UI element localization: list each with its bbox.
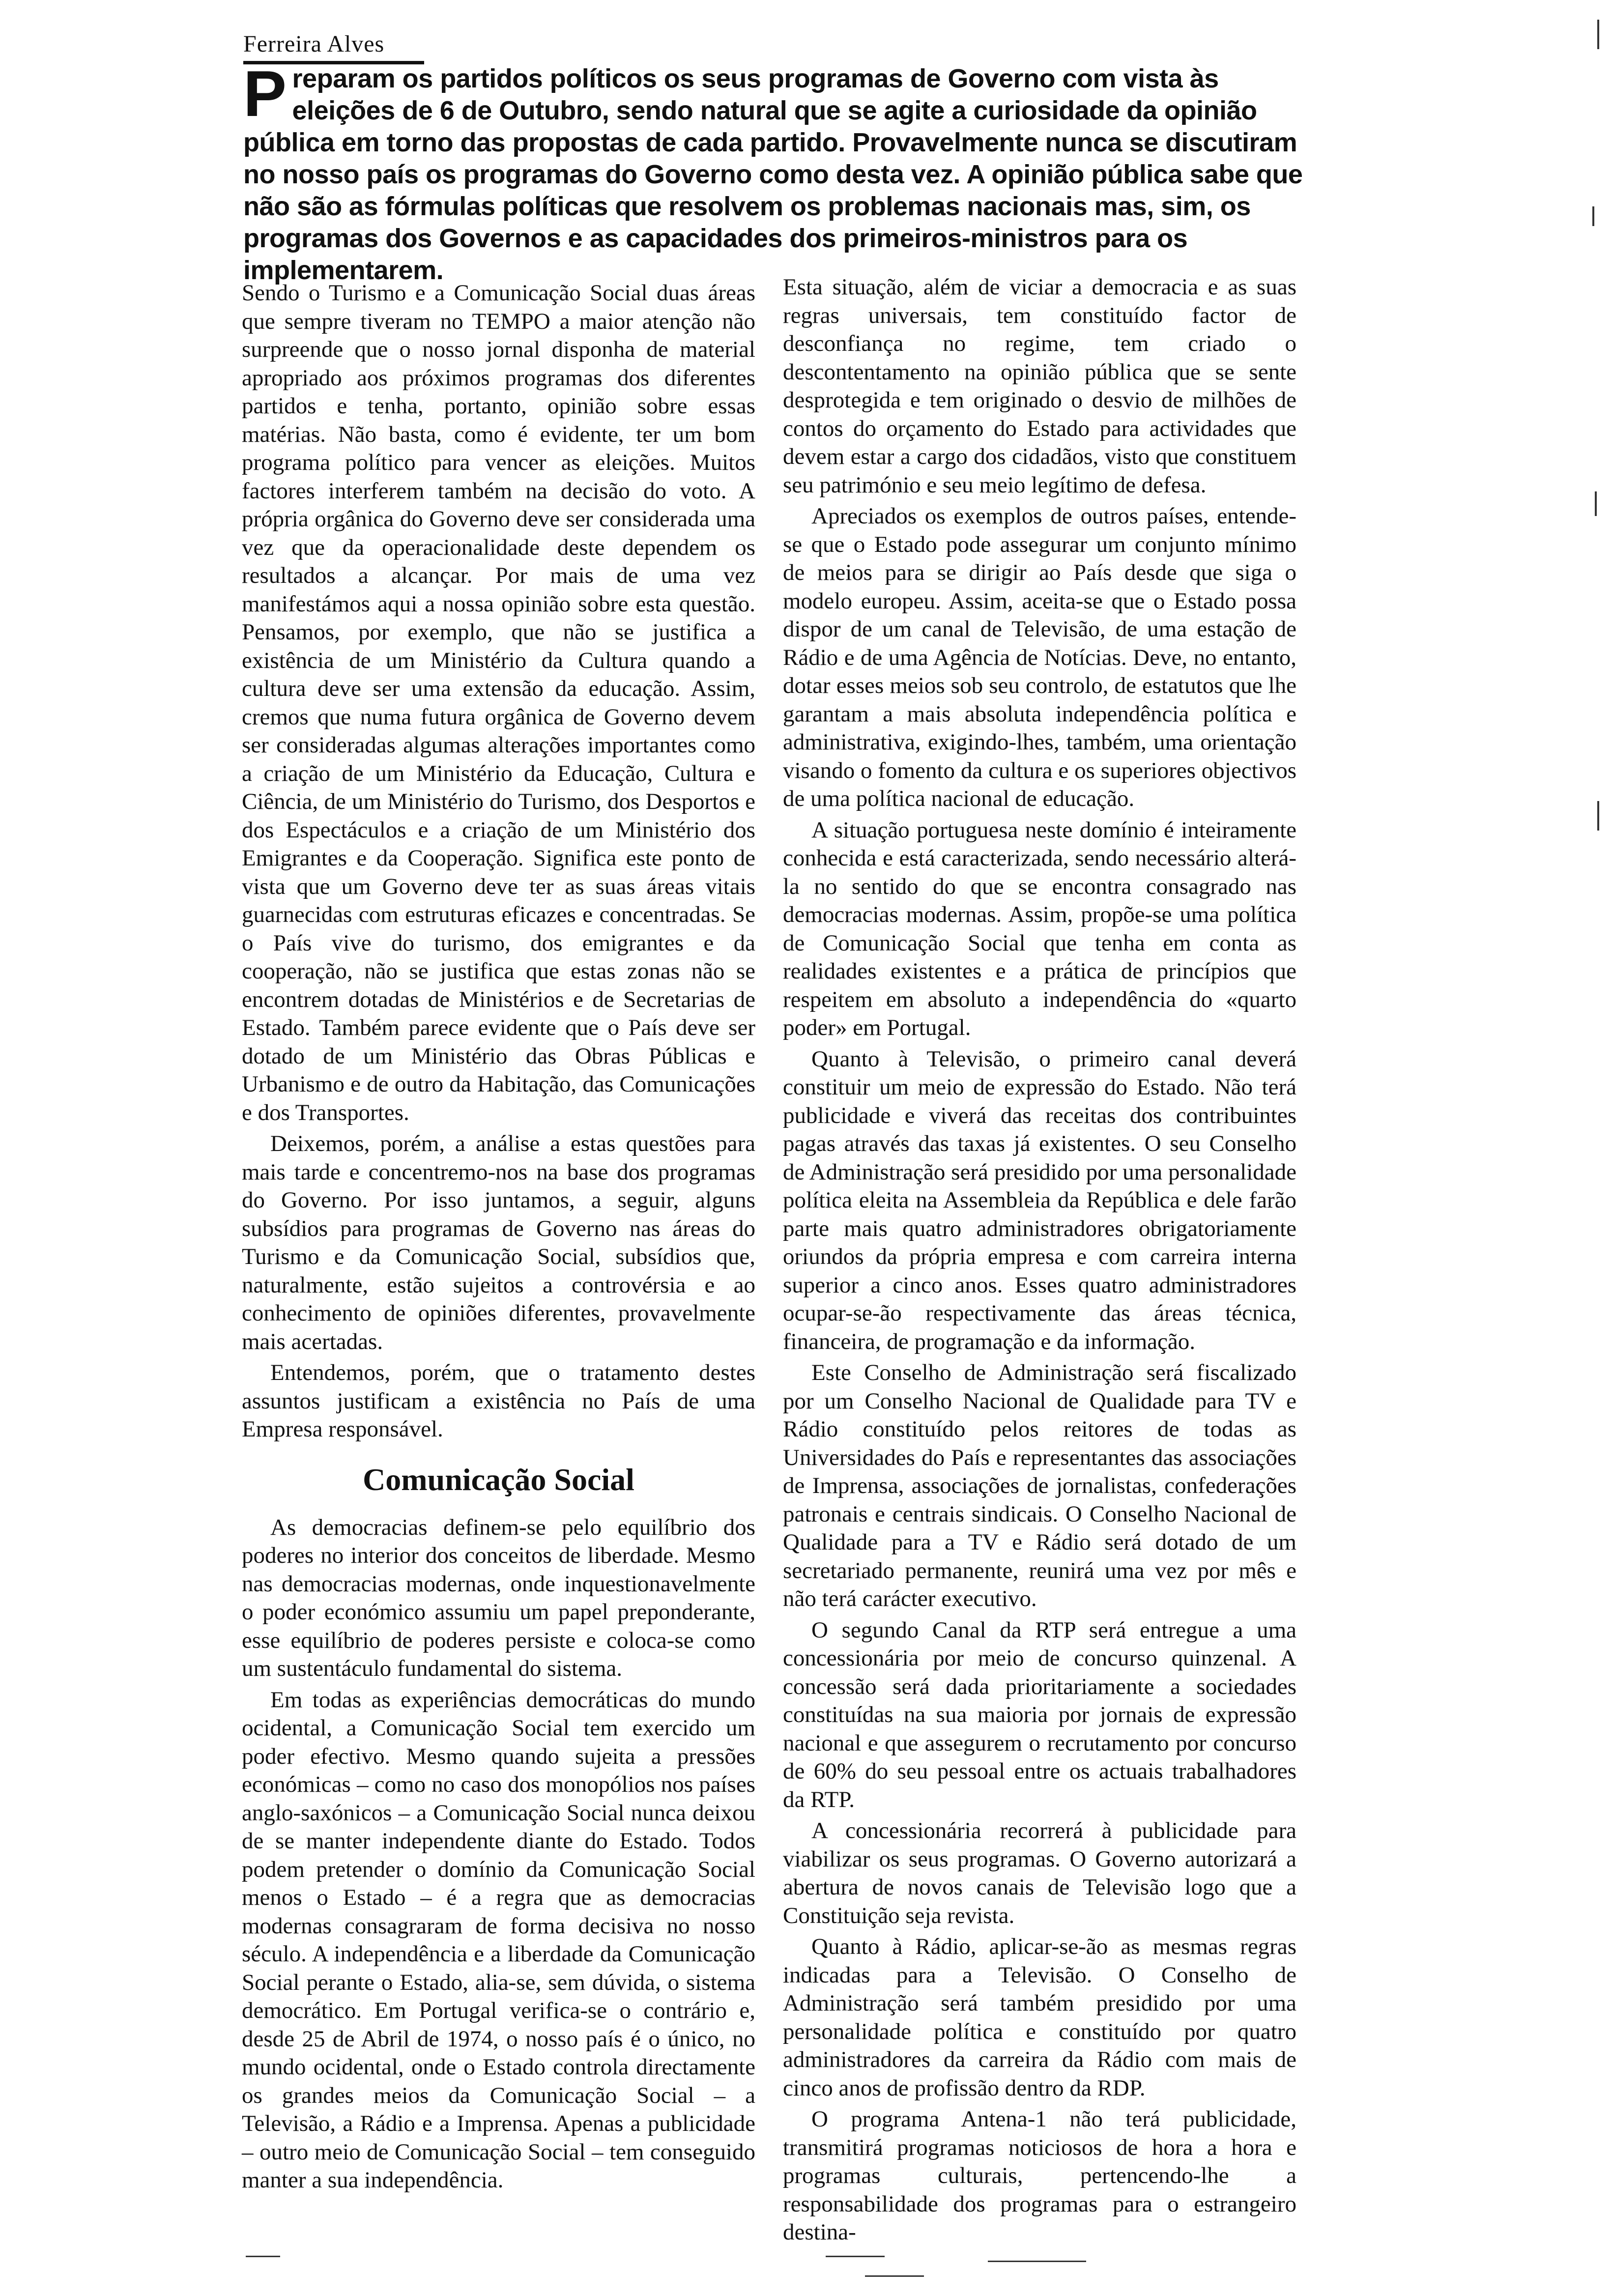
right-column	[783, 273, 1296, 2250]
section-heading: Comunicação Social	[363, 1462, 634, 1497]
scan-artifact	[246, 2256, 280, 2257]
paragraph: Quanto à Televisão, o primeiro canal deverá constituir um meio de expressão do Estado. Não terá publicidade e viverá das receitas dos contribuintes pagas através das taxas já existentes. O seu Conselho de Administração será presidido por uma personalidade política eleita na Assembleia da República e dele farão parte mais quatro administradores obrigatoriamente oriundos da própria empresa e com carreira interna superior a cinco anos. Esses quatro administradores ocupar-se-ão respectivamente das áreas técnica, financeira, de programação e da informação.	[783, 1046, 1296, 1354]
paragraph: Este Conselho de Administração será fiscalizado por um Conselho Nacional de Qualidade para TV e Rádio constituído pelos reitores de todas as Universidades do País e representantes das associações de Imprensa, associações de jornalistas, confederações patronais e centrais sindicais. O Conselho Nacional de Qualidade para a TV e Rádio será dotado de um secretariado permanente, reunirá uma vez por mês e não terá carácter executivo.	[783, 1360, 1296, 1611]
scan-artifact	[1597, 801, 1599, 831]
left-column	[242, 279, 755, 2198]
author-byline: Ferreira Alves	[243, 31, 385, 57]
drop-cap: P	[243, 57, 287, 130]
paragraph: A situação portuguesa neste domínio é inteiramente conhecida e está caracterizada, sendo necessário alterá-la no sentido do que se encontra consagrado nas democracias modernas. Assim, propõe-se uma política de Comunicação Social que tenha em conta as realidades existentes e a prática de princípios que respeitem em absoluto a independência do «quarto poder» em Portugal.	[783, 817, 1296, 1040]
scan-artifact	[1595, 491, 1597, 516]
paragraph: Quanto à Rádio, aplicar-se-ão as mesmas regras indicadas para a Televisão. O Conselho de Administração será também presidido por uma personalidade política e constituído por quatro administradores da carreira da Rádio com mais de cinco anos de profissão dentro da RDP.	[783, 1934, 1296, 2101]
article-lead	[243, 57, 1310, 287]
scan-artifact	[826, 2256, 885, 2257]
scan-artifact	[988, 2261, 1086, 2262]
paragraph: Entendemos, porém, que o tratamento destes assuntos justificam a existência no País de uma Empresa responsável.	[242, 1360, 755, 1442]
paragraph: Em todas as experiências democráticas do mundo ocidental, a Comunicação Social tem exercido um poder efectivo. Mesmo quando sujeita a pressões económicas – como no caso dos monopólios nos países anglo-saxónicos – a Comunicação Social nunca deixou de se manter independente diante do Estado. Todos podem pretender o domínio da Comunicação Social menos o Estado – é a regra que as democracias modernas consagraram de forma decisiva no nosso século. A independência e a liberdade da Comunicação Social perante o Estado, alia-se, sem dúvida, o sistema democrático. Em Portugal verifica-se o contrário e, desde 25 de Abril de 1974, o nosso país é o único, no mundo ocidental, onde o Estado controla directamente os grandes meios da Comunicação Social – a Televisão, a Rádio e a Imprensa. Apenas a publicidade – outro meio de Comunicação Social – tem conseguido manter a sua independência.	[242, 1687, 755, 2193]
paragraph: Deixemos, porém, a análise a estas questões para mais tarde e concentremo-nos na base dos programas do Governo. Por isso juntamos, a seguir, alguns subsídios para programas de Governo nas áreas do Turismo e da Comunicação Social, subsídios que, naturalmente, estão sujeitos a controvérsia e ao conhecimento de opiniões diferentes, provavelmente mais acertadas.	[242, 1131, 755, 1354]
scan-artifact	[1592, 206, 1594, 226]
paragraph: As democracias definem-se pelo equilíbrio dos poderes no interior dos conceitos de liberdade. Mesmo nas democracias modernas, onde inquestionavelmente o poder económico assumiu um papel preponderante, esse equilíbrio de poderes persiste e coloca-se como um sustentáculo fundamental do sistema.	[242, 1514, 755, 1681]
scan-artifact	[865, 2275, 924, 2277]
paragraph: Sendo o Turismo e a Comunicação Social duas áreas que sempre tiveram no TEMPO a maior atenção não surpreende que o nosso jornal disponha de material apropriado aos próximos programas dos diferentes partidos e tenha, portanto, opinião sobre essas matérias. Não basta, como é evidente, ter um bom programa político para vencer as eleições. Muitos factores interferem também na decisão do voto. A própria orgânica do Governo deve ser considerada uma vez que da operacionalidade deste dependem os resultados a alcançar. Por mais de uma vez manifestámos aqui a nossa opinião sobre esta questão. Pensamos, por exemplo, que não se justifica a existência de um Ministério da Cultura quando a cultura deve ser uma extensão da educação. Assim, cremos que numa futura orgânica de Governo devem ser consideradas algumas alterações importantes como a criação de um Ministério da Educação, Cultura e Ciência, de um Ministério do Turismo, dos Desportos e dos Espectáculos e a criação de um Ministério dos Emigrantes e da Cooperação. Significa este ponto de vista que um Governo deve ter as suas áreas vitais guarnecidas com estruturas eficazes e concentradas. Se o País vive do turismo, dos emigrantes e da cooperação, não se justifica que estas zonas não se encontrem dotadas de Ministérios e de Secretarias de Estado. Também parece evidente que o País deve ser dotado de um Ministério das Obras Públicas e Urbanismo e de outro da Habitação, das Comunicações e dos Transportes.	[242, 280, 755, 1125]
paragraph: O segundo Canal da RTP será entregue a uma concessionária por meio de concurso quinzenal. A concessão será dada prioritariamente a sociedades constituídas na sua maioria por jornais de expressão nacional e que assegurem o recrutamento por concurso de 60% do seu pessoal entre os actuais trabalhadores da RTP.	[783, 1617, 1296, 1812]
lead-text: reparam os partidos políticos os seus programas de Governo com vista às eleições de 6 de Outubro, sendo natural que se agite a curiosidade da opinião pública em torno das propostas de cada partido. Provavelmente nunca se discutiram no nosso país os programas do Governo como desta vez. A opinião pública sabe que não são as fórmulas políticas que resolvem os problemas nacionais mas, sim, os programas dos Governos e as capacidades dos primeiros-ministros para os implementarem.	[243, 64, 1303, 285]
paragraph: Esta situação, além de viciar a democracia e as suas regras universais, tem constituído factor de desconfiança no regime, tem criado o descontentamento na opinião pública que se sente desprotegida e tem originado o desvio de milhões de contos do orçamento do Estado para actividades que devem estar a cargo dos cidadãos, visto que constituem seu património e seu meio legítimo de defesa.	[783, 274, 1296, 498]
paragraph: O programa Antena-1 não terá publicidade, transmitirá programas noticiosos de hora a hora e programas culturais, pertencendo-lhe a responsabilidade dos programas para o estrangeiro destina-	[783, 2106, 1296, 2245]
paragraph: A concessionária recorrerá à publicidade para viabilizar os seus programas. O Governo autorizará a abertura de novos canais de Televisão logo que a Constituição seja revista.	[783, 1818, 1296, 1928]
paragraph: Apreciados os exemplos de outros países, entende-se que o Estado pode assegurar um conjunto mínimo de meios para se dirigir ao País desde que siga o modelo europeu. Assim, aceita-se que o Estado possa dispor de um canal de Televisão, de uma estação de Rádio e de uma Agência de Notícias. Deve, no entanto, dotar esses meios sob seu controlo, de estatutos que lhe garantam a mais absoluta independência política e administrativa, exigindo-lhes, também, uma orientação visando o fomento da cultura e os superiores objectivos de uma política nacional de educação.	[783, 503, 1296, 811]
scan-artifact	[1597, 20, 1599, 49]
